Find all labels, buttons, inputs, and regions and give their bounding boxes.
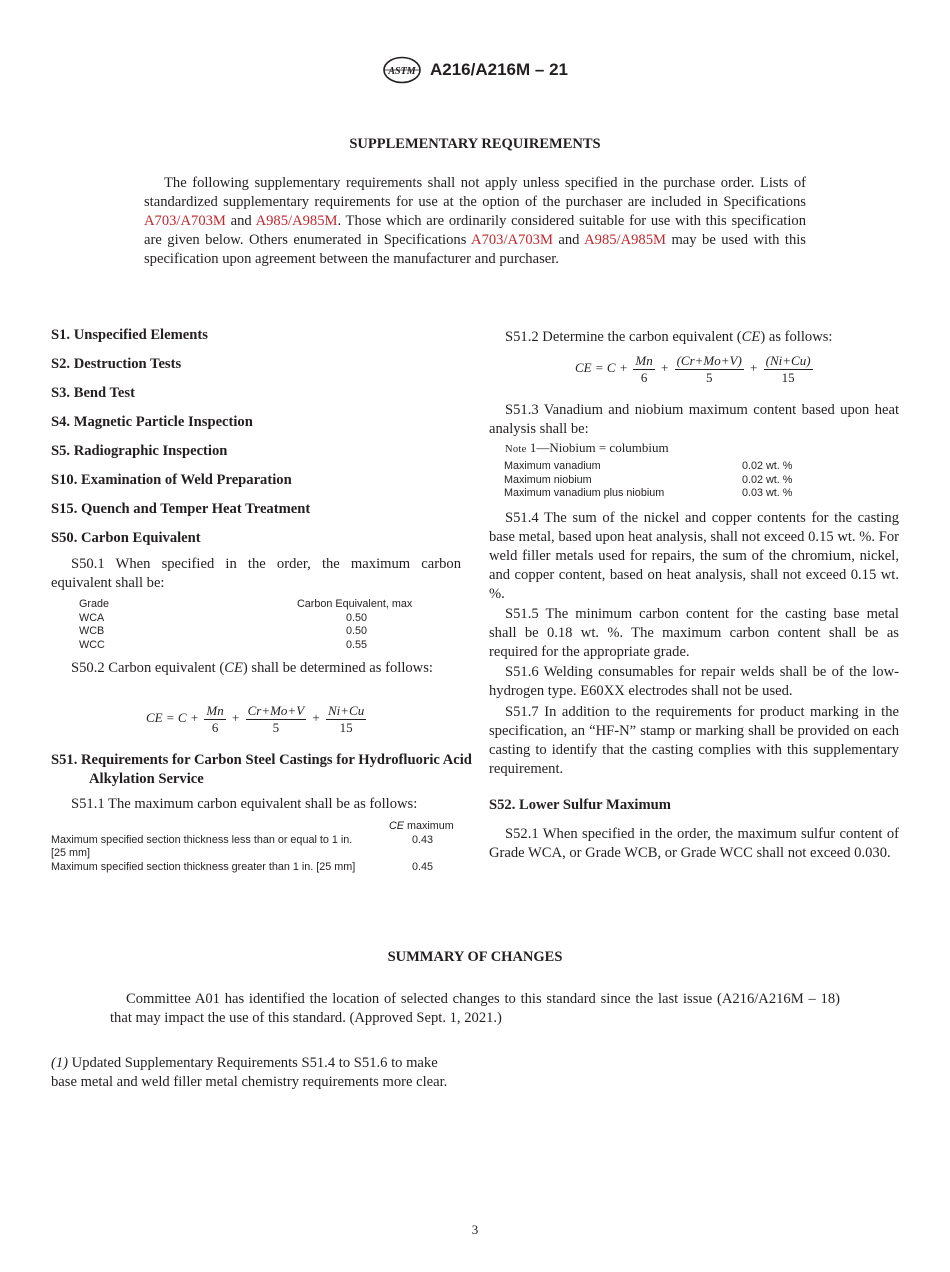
eq2-term-crmov — [675, 353, 744, 385]
s51-2-ce: CE — [741, 329, 761, 345]
svg-text:ASTM: ASTM — [388, 66, 416, 77]
table-row — [504, 460, 899, 474]
eq2-t3-den: 15 — [781, 370, 795, 385]
carbon-equivalent-equation-2 — [575, 353, 815, 385]
heading-s52: S52. Lower Sulfur Maximum — [489, 797, 671, 813]
eq2-t3-num: (Ni+Cu) — [765, 353, 811, 368]
intro-text-2: . Those which are ordinarily considered suitable for use with this specification are given below. Others enumerated in Specifications — [144, 213, 807, 248]
eq1-t2-num: Cr+Mo+V — [247, 703, 305, 718]
ce-max-header — [389, 820, 454, 834]
document-designation: A216/A216M – 21 — [430, 60, 568, 79]
heading-s3: S3. Bend Test — [51, 385, 135, 401]
heading-s51: S51. Requirements for Carbon Steel Castings for Hydrofluoric Acid Alkylation Service — [51, 752, 472, 787]
vn-label: Maximum niobium — [504, 473, 592, 486]
note-text: 1—Niobium = columbium — [526, 440, 669, 455]
intro-text-1: The following supplementary requirements shall not apply unless specified in the purchase order. Lists of standardized supplementary requirements for use at the option of the purchaser are included in Specifications — [144, 175, 806, 210]
eq2-plus: + — [750, 359, 758, 375]
eq1-t1-den: 6 — [211, 720, 219, 735]
eq2-t1-num: Mn — [635, 353, 653, 368]
link-a703-2[interactable]: A703/A703M — [471, 232, 553, 248]
value-cell: 0.50 — [346, 625, 368, 637]
grade-cell: WCB — [79, 625, 105, 637]
vanadium-niobium-table — [504, 460, 899, 501]
heading-s10: S10. Examination of Weld Preparation — [51, 472, 292, 488]
s50-2-text-a: S50.2 Carbon equivalent ( — [71, 660, 225, 676]
intro-and-2: and — [552, 232, 585, 248]
eq2-plus: + — [619, 359, 628, 375]
eq2-plus: + — [661, 359, 669, 375]
heading-s2: S2. Destruction Tests — [51, 356, 182, 372]
eq1-plus: + — [190, 709, 199, 725]
eq2-term-mn — [633, 353, 654, 385]
link-a985-2[interactable]: A985/A985M — [584, 232, 666, 248]
table-row — [51, 861, 461, 875]
supplementary-title: SUPPLEMENTARY REQUIREMENTS — [349, 136, 601, 152]
s50-1-paragraph: S50.1 When specified in the order, the maximum carbon equivalent shall be: — [51, 556, 461, 591]
ce-col-header: Carbon Equivalent, max — [297, 598, 413, 610]
eq1-term-mn — [204, 703, 225, 735]
value-cell: 0.50 — [346, 611, 368, 624]
note-label: Note — [505, 444, 527, 455]
s51-4-paragraph: S51.4 The sum of the nickel and copper contents for the casting base metal, based upon heat analysis, shall not exceed 0.15 wt. %. For weld filler metals used for repairs, the sum of the chromium, nickel, and copper content, based on heat analysis, shall not exceed 0.15 wt. %. — [489, 510, 899, 602]
s50-2-ce: CE — [224, 660, 243, 676]
eq1-term-nicu — [326, 703, 366, 735]
intro-and-1: and — [225, 213, 256, 229]
s51-6-paragraph: S51.6 Welding consumables for repair welds shall be of the low-hydrogen type. E60XX electrodes shall not be used. — [489, 664, 899, 699]
thickness-label: Maximum specified section thickness less than or equal to 1 in. — [51, 833, 353, 846]
vn-label: Maximum vanadium — [504, 460, 601, 472]
s51-5-paragraph: S51.5 The minimum carbon content for the casting base metal shall be 0.18 wt. %. The maximum carbon content shall be as required for the appropriate grade. — [489, 606, 899, 660]
vn-label: Maximum vanadium plus niobium — [504, 487, 665, 499]
thickness-value: 0.45 — [412, 860, 434, 873]
summary-item-text: Updated Supplementary Requirements S51.4 to S51.6 to make base metal and weld filler metal chemistry requirements more clear. — [51, 1055, 448, 1090]
summary-intro: Committee A01 has identified the location of selected changes to this standard since the last issue (A216/A216M – 18) that may impact the use of this standard. (Approved Sept. 1, 2021.) — [110, 991, 840, 1026]
eq2-term-nicu — [764, 353, 813, 385]
grade-table-header — [51, 598, 461, 612]
eq1-t3-den: 15 — [339, 720, 353, 735]
eq2-t2-num: (Cr+Mo+V) — [676, 353, 742, 368]
vn-value: 0.02 wt. % — [742, 460, 793, 472]
heading-s1: S1. Unspecified Elements — [51, 327, 208, 343]
carbon-equivalent-equation-1 — [146, 703, 368, 735]
note-1 — [505, 440, 669, 456]
value-cell: 0.55 — [346, 638, 368, 651]
thickness-table-header — [51, 820, 461, 834]
heading-s5: S5. Radiographic Inspection — [51, 443, 228, 459]
link-a985[interactable]: A985/A985M — [255, 213, 338, 229]
supplementary-intro — [144, 174, 806, 269]
eq1-plus: + — [312, 709, 320, 725]
eq1-t1-num: Mn — [206, 703, 224, 718]
page-number: 3 — [471, 1222, 479, 1237]
grade-col-header: Grade — [79, 598, 110, 610]
table-row — [51, 834, 461, 848]
heading-s4: S4. Magnetic Particle Inspection — [51, 414, 253, 430]
thickness-value: 0.43 — [412, 833, 434, 846]
astm-logo-icon — [382, 56, 422, 84]
thickness-label-cont: [25 mm] — [51, 847, 90, 859]
s51-3-paragraph: S51.3 Vanadium and niobium maximum content based upon heat analysis shall be: — [489, 402, 899, 437]
grade-cell: WCA — [79, 611, 105, 624]
grade-table — [51, 598, 461, 652]
table-row-continued — [51, 847, 461, 861]
table-row — [51, 625, 461, 639]
eq1-t3-num: Ni+Cu — [327, 703, 365, 718]
s52-1-paragraph: S52.1 When specified in the order, the maximum sulfur content of Grade WCA, or Grade WCB, or Grade WCC shall not exceed 0.030. — [489, 826, 899, 861]
intro-text-3: may be used with this specification upon agreement between the manufacturer and purchaser. — [144, 232, 806, 267]
thickness-table — [51, 820, 461, 874]
vn-value: 0.03 wt. % — [742, 487, 793, 499]
summary-item-1 — [51, 1054, 461, 1092]
table-row — [504, 487, 899, 501]
summary-title: SUMMARY OF CHANGES — [387, 949, 563, 965]
s50-2-text-b: ) shall be determined as follows: — [242, 660, 433, 676]
vn-value: 0.02 wt. % — [742, 473, 793, 486]
eq1-plus: + — [232, 709, 240, 725]
thickness-label: Maximum specified section thickness greater than 1 in. [25 mm] — [51, 860, 356, 873]
s51-2-text-a: S51.2 Determine the carbon equivalent ( — [505, 329, 742, 345]
table-row — [504, 474, 899, 488]
eq1-t2-den: 5 — [272, 720, 280, 735]
link-a703[interactable]: A703/A703M — [144, 213, 226, 229]
s51-2-text-b: ) as follows: — [760, 329, 833, 345]
eq1-term-crmov — [246, 703, 307, 735]
heading-s15: S15. Quench and Temper Heat Treatment — [51, 501, 311, 517]
s51-1-paragraph: S51.1 The maximum carbon equivalent shall be as follows: — [71, 796, 418, 812]
table-row — [51, 612, 461, 626]
grade-cell: WCC — [79, 638, 105, 651]
eq2-t1-den: 6 — [640, 370, 648, 385]
page-header — [0, 56, 950, 84]
heading-s50: S50. Carbon Equivalent — [51, 530, 201, 546]
s51-2-paragraph — [489, 328, 899, 347]
summary-item-number: (1) — [51, 1055, 69, 1071]
table-row — [51, 639, 461, 653]
ce-max-header-ce: CE — [389, 820, 404, 832]
eq2-lhs: CE = C — [575, 359, 616, 375]
eq1-lhs: CE = C — [146, 709, 187, 725]
s51-7-paragraph: S51.7 In addition to the requirements for product marking in the specification, an “HF-N” stamp or marking shall be provided on each casting to identify that the casting complies with this supplementary requirement. — [489, 704, 899, 777]
ce-max-header-rest: maximum — [404, 820, 454, 832]
eq2-t2-den: 5 — [705, 370, 713, 385]
s50-2-paragraph — [51, 659, 461, 678]
